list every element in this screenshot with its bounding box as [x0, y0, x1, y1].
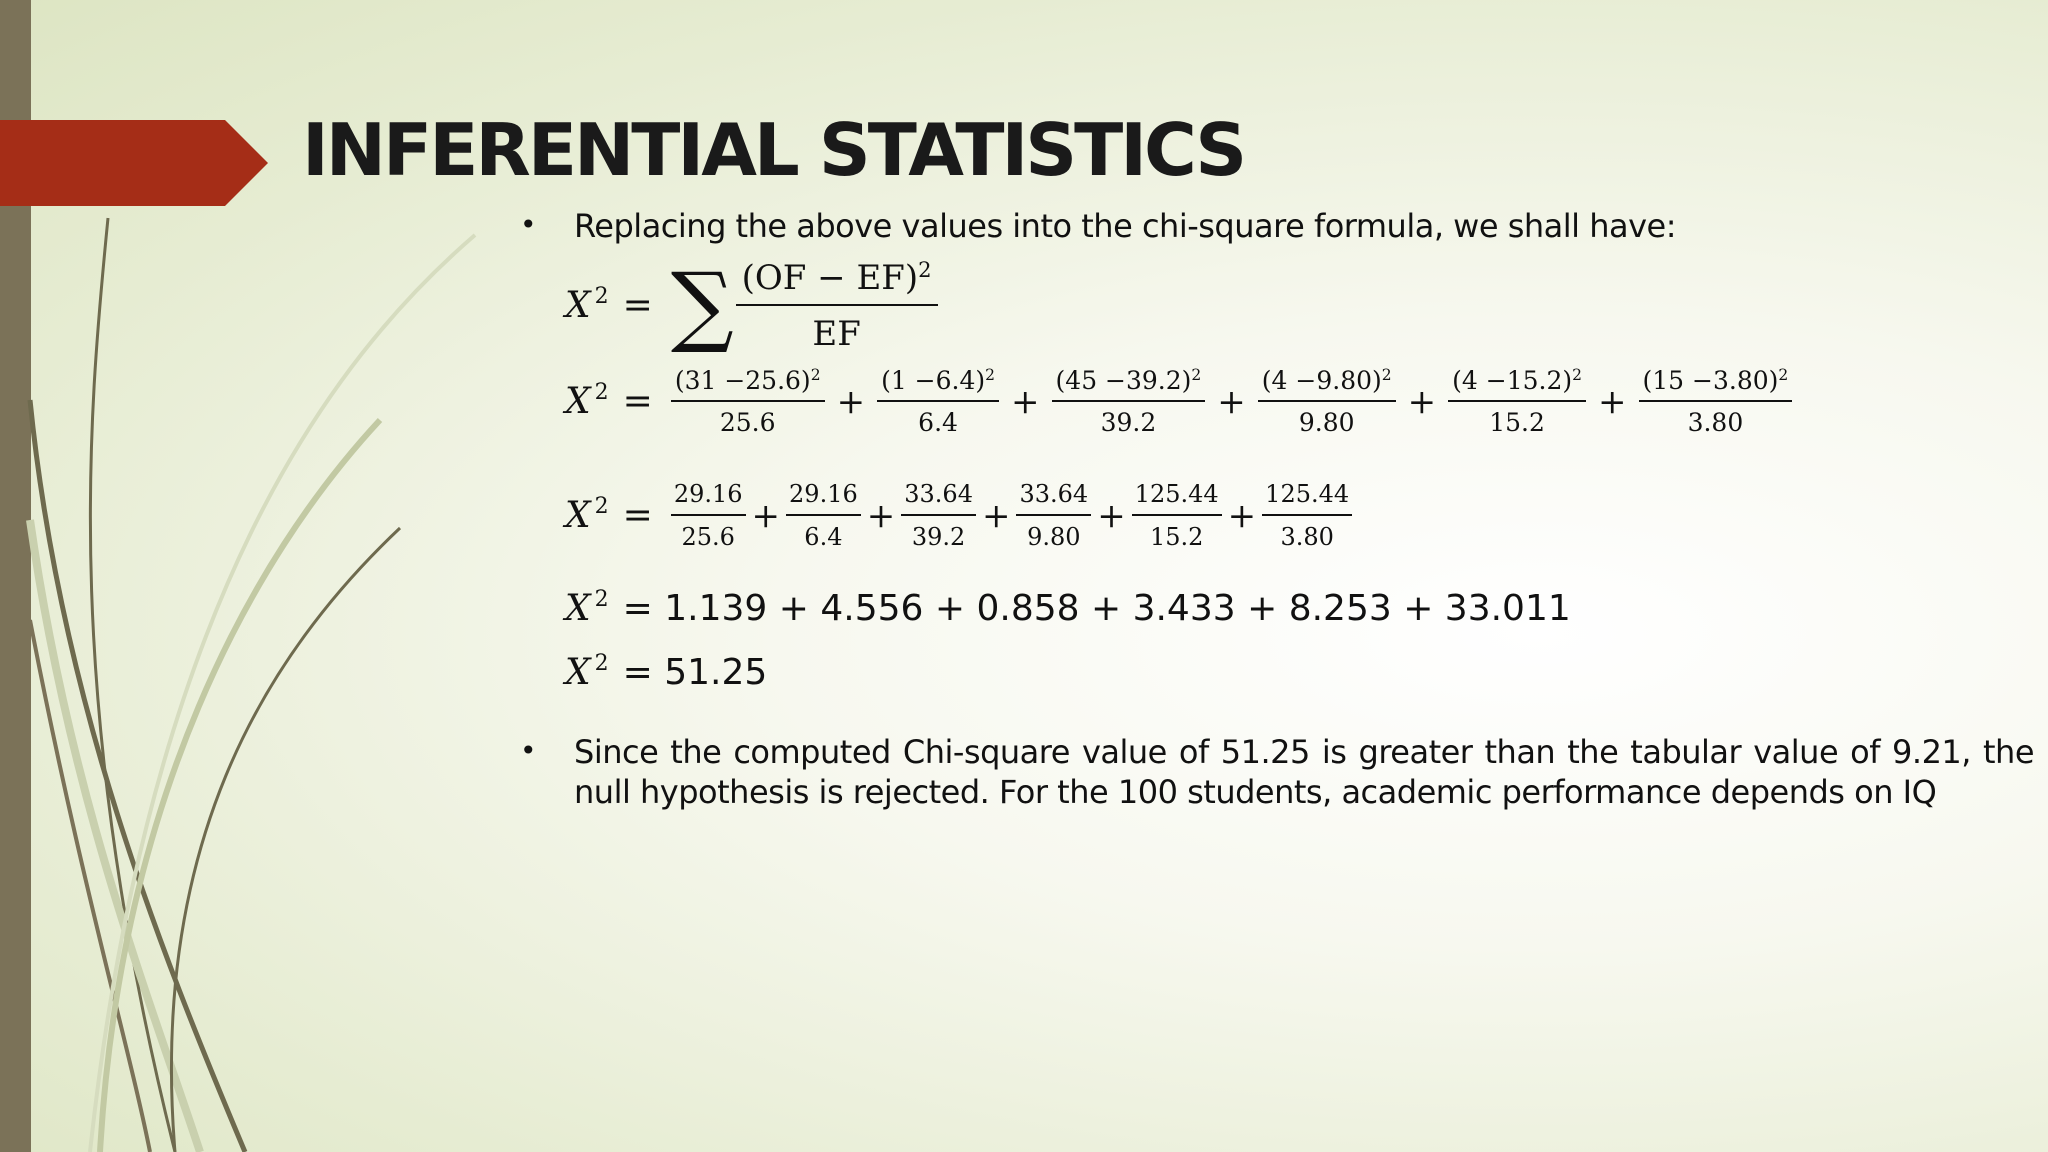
plus-sign: +: [836, 381, 866, 422]
substitution-term: $\frac{(4 -15.2)^2}{15.2}$: [1448, 366, 1586, 437]
plus-sign: +: [866, 495, 896, 536]
result-equation: [565, 652, 767, 693]
bullet-intro-text: Replacing the above values into the chi-square formula, we shall have:: [574, 207, 1677, 245]
substitution-term: $\frac{(15 -3.80)^2}{3.80}$: [1639, 366, 1793, 437]
bullet-dot-icon: •: [520, 734, 537, 767]
result-value: = 51.25: [622, 652, 768, 693]
squares-term: $\frac{29.16}{25.6}$: [671, 480, 746, 551]
bullet-dot-icon: •: [520, 208, 537, 241]
bullet-conclusion: [520, 732, 2035, 812]
substitution-lhs: X $^2$ =: [565, 380, 653, 422]
slide-title: INFERENTIAL STATISTICS: [302, 108, 1245, 192]
plus-sign: +: [1011, 381, 1040, 422]
plus-sign: +: [1407, 381, 1437, 422]
bullet-intro: [520, 206, 2020, 246]
chi-square-formula: [565, 253, 938, 356]
bullet-conclusion-text: Since the computed Chi-square value of 51.25 is greater than the tabular value of 9.21, the null hypothesis is rejected. For the 100 students, academic performance depends on IQ: [574, 733, 2034, 811]
title-accent-arrow: [0, 120, 268, 206]
plus-sign: +: [1227, 495, 1257, 536]
result-lhs: X $^2$: [565, 651, 609, 693]
formula-fraction: $\frac{(OF - EF)^2}{EF}$: [736, 256, 938, 354]
squares-term: $\frac{125.44}{3.80}$: [1262, 480, 1352, 551]
terms-equation: [565, 588, 1571, 629]
substitution-term: $\frac{(45 -39.2)^2}{39.2}$: [1052, 366, 1206, 437]
squares-term: $\frac{33.64}{39.2}$: [901, 480, 976, 551]
plus-sign: +: [751, 495, 781, 536]
substitution-equation: [565, 366, 1792, 437]
squared-differences-equation: [565, 480, 1352, 551]
squares-term: $\frac{29.16}{6.4}$: [786, 480, 861, 551]
squares-term: $\frac{125.44}{15.2}$: [1132, 480, 1222, 551]
substitution-term: $\frac{(1 -6.4)^2}{6.4}$: [877, 366, 999, 437]
plus-sign: +: [1097, 495, 1126, 536]
substitution-term: $\frac{(31 -25.6)^2}{25.6}$: [671, 366, 825, 437]
formula-lhs: X $^2$ =: [565, 283, 653, 326]
squares-term: $\frac{33.64}{9.80}$: [1016, 480, 1091, 551]
substitution-term: $\frac{(4 -9.80)^2}{9.80}$: [1258, 366, 1396, 437]
plus-sign: +: [1598, 381, 1627, 422]
summation-icon: ∑: [670, 253, 734, 356]
plus-sign: +: [1217, 381, 1246, 422]
terms-sum: = 1.139 + 4.556 + 0.858 + 3.433 + 8.253 + 33.011: [622, 588, 1571, 629]
terms-lhs: X $^2$: [565, 587, 609, 629]
squares-lhs: X $^2$ =: [565, 494, 653, 536]
plus-sign: +: [981, 495, 1011, 536]
